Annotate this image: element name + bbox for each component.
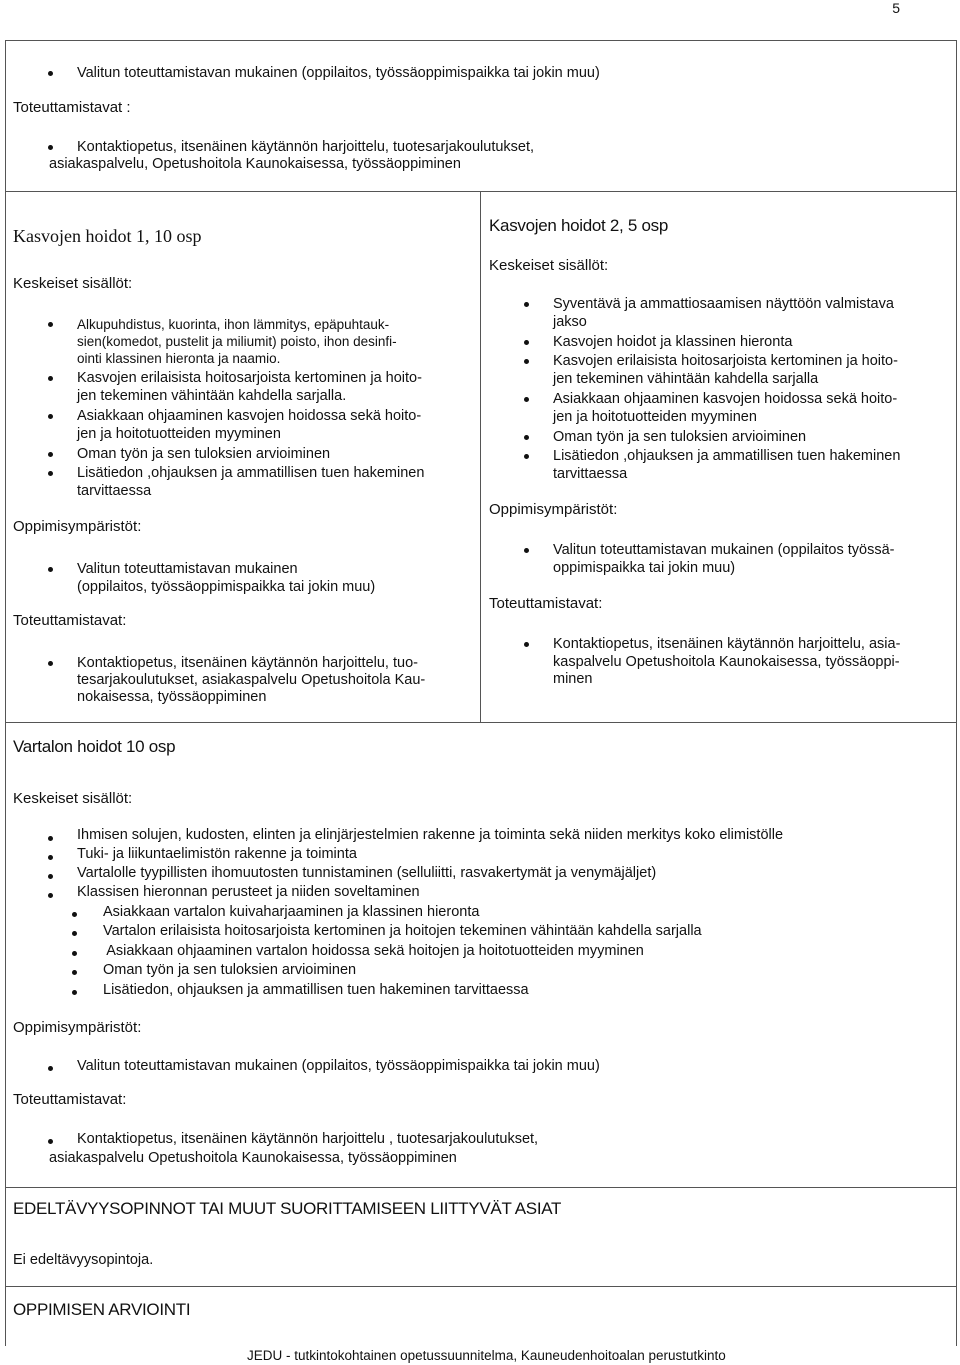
right-oppimis-label: Oppimisympäristöt: <box>489 501 618 518</box>
bullet-icon <box>48 874 53 879</box>
bullet-icon <box>524 454 529 459</box>
bullet-icon <box>524 435 529 440</box>
right-o1-line1: Valitun toteuttamistavan mukainen (oppilaitos työssä- <box>553 542 895 558</box>
bullet-icon <box>48 567 53 572</box>
right-k6-line2: tarvittaessa <box>553 466 628 482</box>
bullet-icon <box>48 376 53 381</box>
vartalo-t1-line1: Kontaktiopetus, itsenäinen käytännön harjoittelu , tuotesarjakoulutukset, <box>77 1131 539 1147</box>
left-k2-line1: Kasvojen erilaisista hoitosarjoista kertominen ja hoito- <box>77 370 422 386</box>
vartalo-t1-line2: asiakaspalvelu Opetushoitola Kaunokaisessa, työssäoppiminen <box>49 1150 457 1166</box>
left-keskeiset-label: Keskeiset sisällöt: <box>13 275 133 292</box>
bullet-icon <box>524 548 529 553</box>
bullet-icon <box>48 1066 53 1071</box>
left-k1-line3: ointi klassinen hieronta ja naamio. <box>77 351 281 366</box>
left-oppimis-label: Oppimisympäristöt: <box>13 518 142 535</box>
edeltavyys-text: Ei edeltävyysopintoja. <box>13 1252 154 1268</box>
right-k4-line2: jen ja hoitotuotteiden myyminen <box>553 409 757 425</box>
left-title: Kasvojen hoidot 1, 10 osp <box>13 226 202 246</box>
vartalo-keskeiset-label: Keskeiset sisällöt: <box>13 790 133 807</box>
vartalo-item-1: Ihmisen solujen, kudosten, elinten ja elinjärjestelmien rakenne ja toiminta sekä niiden merkitys koko elimistölle <box>77 827 784 843</box>
bullet-icon <box>72 990 77 995</box>
bullet-icon <box>48 836 53 841</box>
right-t1-line2: kaspalvelu Opetushoitola Kaunokaisessa, työssäoppi- <box>553 654 900 670</box>
left-t1-line1: Kontaktiopetus, itsenäinen käytännön harjoittelu, tuo- <box>77 655 418 671</box>
bullet-icon <box>524 397 529 402</box>
bullet-icon <box>524 340 529 345</box>
top-bullet-2-line2: asiakaspalvelu, Opetushoitola Kaunokaisessa, työssäoppiminen <box>49 156 461 172</box>
vartalo-subitem-4: Oman työn ja sen tuloksien arvioiminen <box>103 962 357 978</box>
vartalo-item-2: Tuki- ja liikuntaelimistön rakenne ja toiminta <box>77 846 357 862</box>
right-k3-line1: Kasvojen erilaisista hoitosarjoista kertominen ja hoito- <box>553 353 898 369</box>
right-title: Kasvojen hoidot 2, 5 osp <box>489 216 668 235</box>
top-bullet-2-line1: Kontaktiopetus, itsenäinen käytännön harjoittelu, tuotesarjakoulutukset, <box>77 139 535 155</box>
left-k2-line2: jen tekeminen vähintään kahdella sarjalla. <box>77 388 347 404</box>
bullet-icon <box>48 661 53 666</box>
vartalo-title: Vartalon hoidot 10 osp <box>13 737 176 756</box>
right-k1-line2: jakso <box>553 314 587 330</box>
left-k3-line2: jen ja hoitotuotteiden myyminen <box>77 426 281 442</box>
right-o1-line2: oppimispaikka tai jokin muu) <box>553 560 736 576</box>
left-k1-line1: Alkupuhdistus, kuorinta, ihon lämmitys, epäpuhtauk- <box>77 317 390 332</box>
vartalo-item-3: Vartalolle tyypillisten ihomuutosten tunnistaminen (selluliitti, rasvakertymät ja venymäjäljet) <box>77 865 657 881</box>
right-toteuttamistavat-label: Toteuttamistavat: <box>489 595 603 612</box>
left-o1-line1: Valitun toteuttamistavan mukainen <box>77 561 298 577</box>
left-k5-line1: Lisätiedon ,ohjauksen ja ammatillisen tuen hakeminen <box>77 465 425 481</box>
left-k3-line1: Asiakkaan ohjaaminen kasvojen hoidossa sekä hoito- <box>77 408 422 424</box>
bullet-icon <box>48 893 53 898</box>
right-k5: Oman työn ja sen tuloksien arvioiminen <box>553 429 807 445</box>
left-toteuttamistavat-label: Toteuttamistavat: <box>13 612 127 629</box>
right-t1-line3: minen <box>553 671 593 687</box>
vartalo-item-4: Klassisen hieronnan perusteet ja niiden soveltaminen <box>77 884 420 900</box>
column-divider <box>480 191 481 723</box>
bullet-icon <box>524 359 529 364</box>
bullet-icon <box>72 912 77 917</box>
bullet-icon <box>72 931 77 936</box>
right-k4-line1: Asiakkaan ohjaaminen kasvojen hoidossa sekä hoito- <box>553 391 898 407</box>
bullet-icon <box>48 414 53 419</box>
bullet-icon <box>48 1139 53 1144</box>
left-k4: Oman työn ja sen tuloksien arvioiminen <box>77 446 331 462</box>
left-t1-line3: nokaisessa, työssäoppiminen <box>77 689 267 705</box>
left-o1-line2: (oppilaitos, työssäoppimispaikka tai jokin muu) <box>77 579 376 595</box>
top-toteuttamistavat-label: Toteuttamistavat : <box>13 99 131 116</box>
right-k1-line1: Syventävä ja ammattiosaamisen näyttöön valmistava <box>553 296 894 312</box>
right-k2: Kasvojen hoidot ja klassinen hieronta <box>553 334 793 350</box>
page-footer: JEDU - tutkintokohtainen opetussuunnitelma, Kauneudenhoitoalan perustutkinto <box>247 1348 726 1363</box>
bullet-icon <box>524 302 529 307</box>
left-k5-line2: tarvittaessa <box>77 483 152 499</box>
right-k6-line1: Lisätiedon ,ohjauksen ja ammatillisen tuen hakeminen <box>553 448 901 464</box>
bullet-icon <box>48 71 53 76</box>
page-number: 5 <box>892 0 900 16</box>
bullet-icon <box>48 471 53 476</box>
top-bullet-1: Valitun toteuttamistavan mukainen (oppilaitos, työssäoppimispaikka tai jokin muu) <box>77 65 600 81</box>
arviointi-title: OPPIMISEN ARVIOINTI <box>13 1300 191 1319</box>
bullet-icon <box>48 452 53 457</box>
vartalo-subitem-3: Asiakkaan ohjaaminen vartalon hoidossa sekä hoitojen ja hoitotuotteiden myyminen <box>103 943 644 959</box>
vartalo-oppimis-label: Oppimisympäristöt: <box>13 1019 142 1036</box>
vartalo-subitem-2: Vartalon erilaisista hoitosarjoista kertominen ja hoitojen tekeminen vähintään kahdella sarjalla <box>103 923 702 939</box>
right-keskeiset-label: Keskeiset sisällöt: <box>489 257 609 274</box>
bullet-icon <box>48 145 53 150</box>
bullet-icon <box>524 642 529 647</box>
bullet-icon <box>72 970 77 975</box>
vartalo-subitem-5: Lisätiedon, ohjauksen ja ammatillisen tuen hakeminen tarvittaessa <box>103 982 529 998</box>
vartalo-toteuttamistavat-label: Toteuttamistavat: <box>13 1091 127 1108</box>
bullet-icon <box>48 322 53 327</box>
edeltavyys-title: EDELTÄVYYSOPINNOT TAI MUUT SUORITTAMISEEN LIITTYVÄT ASIAT <box>13 1199 562 1218</box>
right-k3-line2: jen tekeminen vähintään kahdella sarjalla <box>553 371 819 387</box>
bullet-icon <box>72 951 77 956</box>
vartalo-o1: Valitun toteuttamistavan mukainen (oppilaitos, työssäoppimispaikka tai jokin muu) <box>77 1058 600 1074</box>
vartalo-subitem-1: Asiakkaan vartalon kuivaharjaaminen ja klassinen hieronta <box>103 904 480 920</box>
bullet-icon <box>48 855 53 860</box>
left-t1-line2: tesarjakoulutukset, asiakaspalvelu Opetushoitola Kau- <box>77 672 426 688</box>
right-t1-line1: Kontaktiopetus, itsenäinen käytännön harjoittelu, asia- <box>553 636 901 652</box>
left-k1-line2: sien(komedot, pustelit ja miliumit) poisto, ihon desinfi- <box>77 334 397 349</box>
